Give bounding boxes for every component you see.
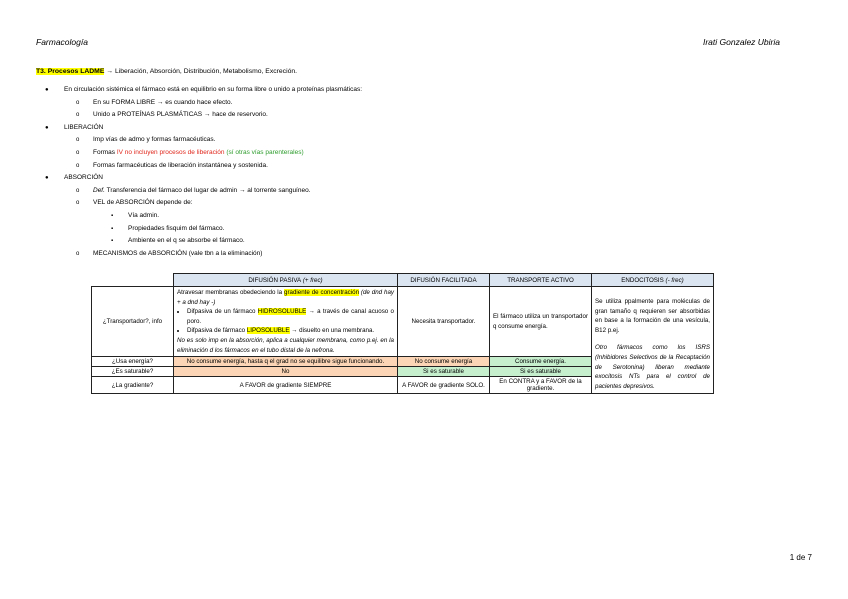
bullet-square-icon: ▪ [111,238,114,245]
title-rest: → Liberación, Absorción, Distribución, Metabolismo, Excreción. [104,68,298,75]
bullet-square-icon: ▪ [111,225,114,232]
col-header-facilitada: DIFUSIÓN FACILITADA [398,274,490,287]
list-item: • Difpasiva de fármaco LIPOSOLUBLE → disuelto en una membrana. [187,326,394,336]
list-item [36,172,776,185]
list-item-text-green: (sí otras vías parenterales) [224,148,304,156]
list-item-text: Propiedades fisquim del fármaco. [128,224,225,232]
list-item-text: Formas [93,148,117,156]
list-item-text: Ambiente en el q se absorbe el fármaco. [128,237,245,245]
list-item-text: Transferencia del fármaco del lugar de admin → al torrente sanguíneo. [104,186,311,194]
page-number: 1 de 7 [789,553,812,562]
list-item-text: ABSORCIÓN [64,174,104,182]
list-item [36,84,776,97]
row-label-gradiente: ¿La gradiente? [92,377,174,394]
list-item [36,134,776,147]
bullet-dot-icon: ● [45,87,49,93]
col-header-pasiva: DIFUSIÓN PASIVA (+ frec) [174,274,398,287]
list-item-text: Formas farmacéuticas de liberación instantánea y sostenida. [93,161,268,169]
list-item [36,147,776,160]
list-item [36,122,776,135]
endo-note: Otro fármacos como los ISRS (Inhibidores Selectivos de la Recaptación de Serotonina) liberan mediante exocitosis NTs para el control de pacientes depresivos. [595,344,710,390]
list-item [36,235,776,248]
bullet-circle-icon: o [76,187,80,194]
cell-pasiva-saturable: No [174,367,398,377]
bullet-circle-icon: o [76,149,80,156]
list-item-text: VEL de ABSORCIÓN depende de: [93,199,193,207]
list-item: • Difpasiva de un fármaco HIDROSOLUBLE → a través de canal acuoso o poro. [187,307,394,326]
cell-facilitada-info: Necesita transportador. [398,287,490,357]
row-label-transportador: ¿Transportador?, info [92,287,174,357]
cell-pasiva-info: Atravesar membranas obedeciendo la gradiente de concentración (de dnd hay + a dnd hay -) • Difpasiva de un fármaco HIDROSOLUBLE → a través de canal acuoso o poro. • Difpasiva de fármaco LIPOSOLUBLE → disuelto en una membrana. No es solo imp en la absorción, aplica a cualquier membrana, como p.ej. en la eliminación d los fármacos en el tubo distal de la nefrona. [174,287,398,357]
table-row [92,287,714,357]
list-item-text: En su FORMA LIBRE → es cuando hace efecto. [93,98,233,106]
list-item [36,223,776,236]
list-item-text: Imp vías de admo y formas farmacéuticas. [93,136,216,144]
table-corner [92,274,174,287]
bullet-square-icon: ▪ [111,212,114,219]
bullet-circle-icon: o [76,250,80,257]
row-label-energia: ¿Usa energía? [92,357,174,367]
cell-pasiva-energia: No consume energía, hasta q el grad no se equilibre sigue funcionando. [174,357,398,367]
cell-activo-energia: Consume energía. [490,357,592,367]
cell-facilitada-gradiente: A FAVOR de gradiente SOLO. [398,377,490,394]
header-course: Farmacología [36,37,88,47]
list-item-text: Vía admin. [128,211,160,219]
list-item [36,248,776,261]
section-title [36,68,297,75]
list-item [36,97,776,110]
definition-label: Def. [93,186,105,194]
list-item [36,197,776,210]
bullet-circle-icon: o [76,112,80,119]
list-item-text: MECANISMOS de ABSORCIÓN (vale tbn a la eliminación) [93,249,263,257]
row-label-saturable: ¿Es saturable? [92,367,174,377]
cell-endocitosis-info [592,287,714,394]
cell-activo-saturable: Si es saturable [490,367,592,377]
absorption-mechanisms-table [91,273,714,394]
bullet-circle-icon: o [76,99,80,106]
endo-text: Se utiliza ppalmente para moléculas de gran tamaño q requieren ser absorbidas en base a la formación de una vesícula, B12 p.ej. [595,298,710,334]
cell-facilitada-saturable: Si es saturable [398,367,490,377]
header-author: Irati Gonzalez Ubiria [702,37,780,47]
list-item-text-red: IV no incluyen procesos de liberación [116,148,225,156]
list-item [36,109,776,122]
cell-pasiva-gradiente: A FAVOR de gradiente SIEMPRE [174,377,398,394]
cell-activo-info: El fármaco utiliza un transportador q consume energía. [490,287,592,357]
bullet-circle-icon: o [76,162,80,169]
list-item [36,210,776,223]
bullet-circle-icon: o [76,137,80,144]
list-item-text: En circulación sistémica el fármaco está en equilibrio en su forma libre o unido a proteínas plasmáticas: [64,86,363,93]
cell-facilitada-energia: No consume energía [398,357,490,367]
table-header-row [92,274,714,287]
title-code: T3. Procesos LADME [36,68,105,75]
col-header-activo: TRANSPORTE ACTIVO [490,274,592,287]
list-item-text: Unido a PROTEÍNAS PLASMÁTICAS → hace de reservorio. [93,111,268,119]
bullet-list [36,84,776,260]
bullet-circle-icon: o [76,200,80,207]
bullet-dot-icon: ● [45,124,49,131]
pasiva-note: No es solo imp en la absorción, aplica a cualquier membrana, como p.ej. en la eliminación d los fármacos en el tubo distal de la nefrona. [177,336,394,354]
cell-activo-gradiente: En CONTRA y a FAVOR de la gradiente. [490,377,592,394]
col-header-endocitosis: ENDOCITOSIS (- frec) [592,274,714,287]
bullet-dot-icon: ● [45,175,49,182]
list-item-text: LIBERACIÓN [64,123,104,131]
list-item [36,160,776,173]
list-item [36,185,776,198]
